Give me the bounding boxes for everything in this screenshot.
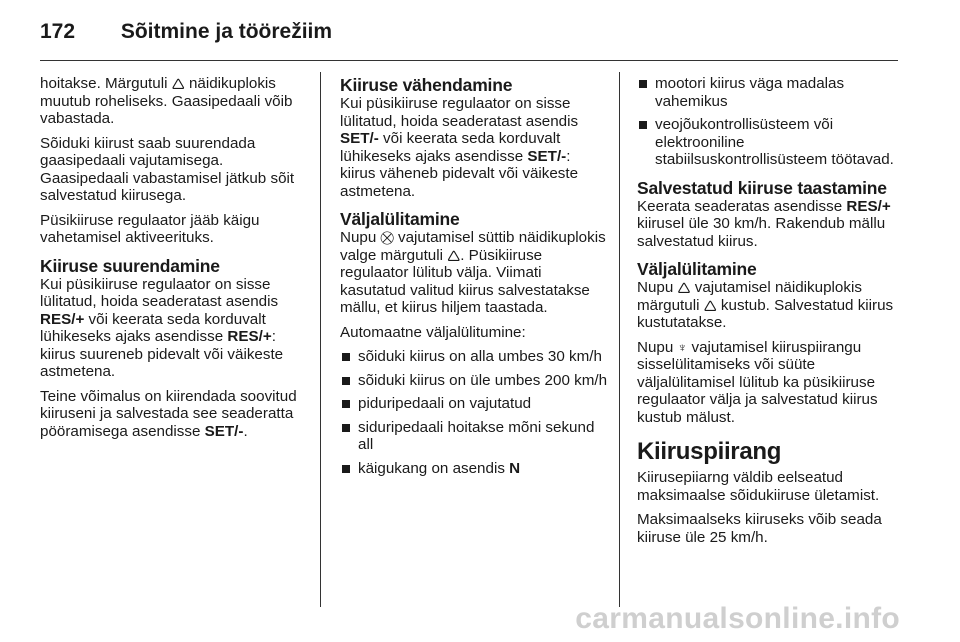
- bullet-list: [340, 348, 608, 477]
- header-rule: [40, 60, 898, 61]
- cruise-control-icon: 🛆: [447, 247, 461, 263]
- paragraph: Nupu 🛆 vajutamisel näidikuplokis märgutuli 🛆 kustub. Salvestatud kiirus kustutatakse.: [637, 279, 894, 331]
- list-item: sõiduki kiirus on üle umbes 200 km/h: [340, 372, 608, 390]
- paragraph: Püsikiiruse regulaator jääb käigu vahetamisel aktiveerituks.: [40, 211, 260, 246]
- page-header: [40, 20, 332, 44]
- paragraph: hoitakse. Märgutuli 🛆 näidikuplokis muutub roheliseks. Gaasipedaali võib vabastada.: [40, 75, 293, 127]
- column-3: [637, 75, 903, 553]
- bullet-list: [637, 75, 903, 169]
- paragraph: Nupu ⛒ vajutamisel süttib näidikuplokis valge märgutuli 🛆. Püsikiiruse regulaator lülitub välja. Viimati kasutatud valitud kiirus salvestatakse mällu, et kiirus hiljem taastada.: [340, 229, 606, 316]
- section-heading-off: Väljalülitamine: [637, 259, 757, 279]
- list-item: siduripedaali hoitakse mõni sekund all: [340, 419, 608, 454]
- paragraph: Teine võimalus on kiirendada soovitud kiiruseni ja salvestada see seaderatta pööramisega asendisse SET/-.: [40, 387, 297, 440]
- cancel-icon: ⛒: [380, 230, 394, 245]
- cruise-control-icon: 🛆: [703, 297, 717, 313]
- section-heading-decrease: Kiiruse vähendamine: [340, 75, 513, 95]
- paragraph: Automaatne väljalülitumine:: [340, 323, 526, 341]
- section-heading-off: Väljalülitamine: [340, 209, 460, 229]
- page-title: Sõitmine ja töörežiim: [120, 20, 333, 43]
- page-number: 172: [40, 20, 76, 43]
- list-item: mootori kiirus väga madalas vahemikus: [637, 75, 903, 110]
- paragraph: Nupu ♆ vajutamisel kiiruspiirangu sisselülitamiseks või süüte väljalülitamisel lülitub ka püsikiiruse regulaator välja ja salvestatud kiirus kustub mälust.: [637, 338, 878, 426]
- paragraph: Kui püsikiiruse regulaator on sisse lülitatud, hoida seaderatast asendis SET/- või keerata seda korduvalt lühikeseks ajaks asendisse SET/-: kiirus väheneb pidevalt või väikeste astmetena.: [340, 95, 579, 200]
- watermark: carmanualsonline.info: [575, 602, 900, 635]
- section-heading-restore: Salvestatud kiiruse taastamine: [637, 177, 887, 198]
- paragraph: Keerata seaderatas asendisse RES/+ kiirusel üle 30 km/h. Rakendub mällu salvestatud kiirus.: [637, 197, 891, 250]
- paragraph: Kui püsikiiruse regulaator on sisse lülitatud, hoida seaderatast asendis RES/+ või keerata seda korduvalt lühikeseks ajaks asendisse RES/+: kiirus suureneb pidevalt või väikeste astmetena.: [40, 275, 284, 380]
- column-2: [340, 75, 608, 483]
- speed-limiter-icon: ♆: [677, 339, 688, 355]
- list-item: käigukang on asendis N: [340, 460, 608, 478]
- section-heading-limiter: Kiiruspiirang: [637, 438, 782, 465]
- paragraph: Sõiduki kiirust saab suurendada gaasipedaali vajutamisega. Gaasipedaali vabastamisel jätkub sõit salvestatud kiirusega.: [40, 134, 295, 204]
- list-item: sõiduki kiirus on alla umbes 30 km/h: [340, 348, 608, 366]
- section-heading-increase: Kiiruse suurendamine: [40, 255, 220, 276]
- paragraph: Maksimaalseks kiiruseks võib seada kiiruse üle 25 km/h.: [637, 511, 882, 546]
- cruise-control-icon: 🛆: [171, 76, 185, 91]
- list-item: veojõukontrollisüsteem või elektrooniline stabiilsuskontrollisüsteem töötavad.: [637, 116, 903, 169]
- paragraph: Kiirusepiiarng väldib eelseatud maksimaalse sõidukiiruse ületamist.: [637, 469, 880, 504]
- list-item: piduripedaali on vajutatud: [340, 395, 608, 413]
- column-divider-2: [619, 72, 620, 607]
- column-1: [40, 75, 310, 447]
- cruise-control-icon: 🛆: [677, 280, 691, 295]
- column-divider-1: [320, 72, 321, 607]
